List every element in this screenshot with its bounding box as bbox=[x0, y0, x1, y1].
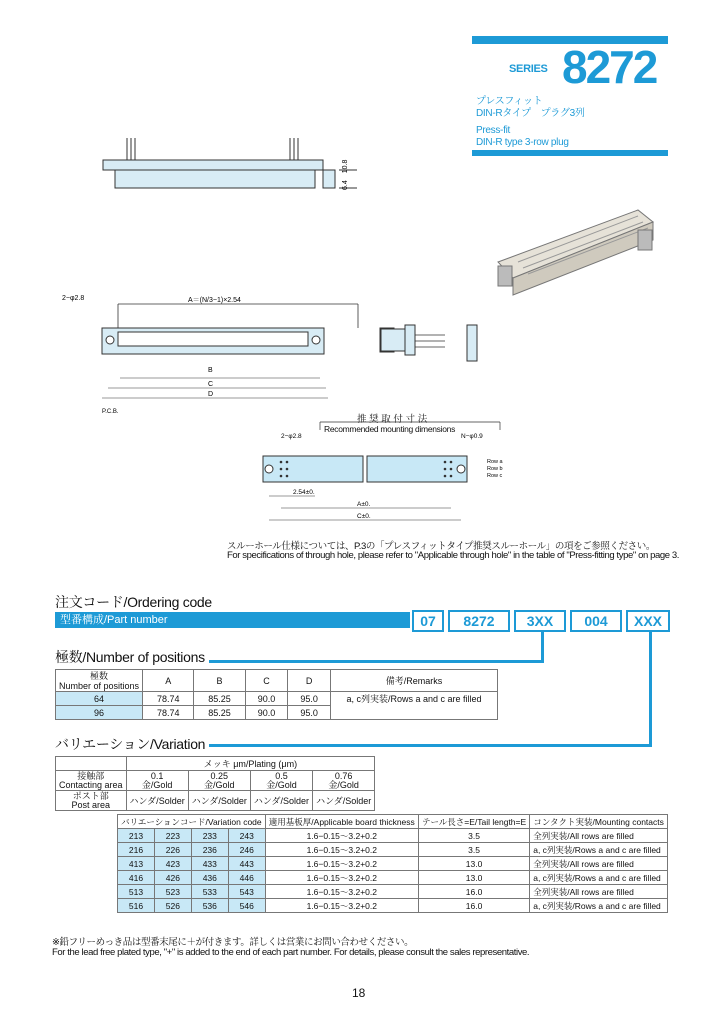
board-thickness: 1.6−0.15〜3.2+0.2 bbox=[265, 829, 418, 843]
mount-contacts: 全列実装/All rows are filled bbox=[530, 829, 668, 843]
plating-gold: 金/Gold bbox=[328, 779, 359, 790]
note-jp: スルーホール仕様については、P.3の「プレスフィットタイプ推奨スルーホール」の項をご参照ください。 bbox=[227, 541, 655, 552]
tail-header: テール長さ=E/Tail length=E bbox=[418, 815, 529, 829]
subtitle-en-1: Press-fit bbox=[476, 125, 510, 136]
svg-text:C: C bbox=[208, 381, 214, 388]
post-en: Post area bbox=[71, 799, 111, 810]
variation-code: 543 bbox=[228, 885, 265, 899]
series-number: 8272 bbox=[562, 41, 657, 93]
row-label-c: Row c bbox=[487, 473, 503, 479]
board-header: 適用基板厚/Applicable board thickness bbox=[265, 815, 418, 829]
positions-title: 極数/Number of positions bbox=[55, 647, 209, 667]
plating-col-4 bbox=[313, 771, 375, 791]
col-a: A bbox=[143, 670, 194, 692]
page-number: 18 bbox=[352, 986, 366, 1000]
contact-en: Contacting area bbox=[59, 779, 123, 790]
mount-contacts: 全列実装/All rows are filled bbox=[530, 885, 668, 899]
variation-code: 433 bbox=[191, 857, 228, 871]
col-b: B bbox=[194, 670, 245, 692]
variation-code: 533 bbox=[191, 885, 228, 899]
positions-n: 64 bbox=[56, 692, 143, 706]
board-thickness: 1.6−0.15〜3.2+0.2 bbox=[265, 899, 418, 913]
positions-b: 85.25 bbox=[194, 692, 245, 706]
variation-row bbox=[118, 857, 668, 871]
variation-code: 546 bbox=[228, 899, 265, 913]
positions-n: 96 bbox=[56, 706, 143, 720]
variation-table bbox=[117, 814, 668, 913]
variation-code: 223 bbox=[154, 829, 191, 843]
variation-code: 426 bbox=[154, 871, 191, 885]
variation-code: 213 bbox=[118, 829, 155, 843]
variation-code: 513 bbox=[118, 885, 155, 899]
plating-col-3 bbox=[250, 771, 312, 791]
hole-label: 2−φ2.8 bbox=[62, 295, 85, 302]
plating-gold: 金/Gold bbox=[141, 779, 173, 790]
mount-contacts: 全列実装/All rows are filled bbox=[530, 857, 668, 871]
board-thickness: 1.6−0.15〜3.2+0.2 bbox=[265, 871, 418, 885]
tail-length: 3.5 bbox=[418, 829, 529, 843]
product-photo bbox=[488, 200, 658, 315]
pcb-label: P.C.B. bbox=[102, 409, 119, 415]
plating-value: 0.1 bbox=[150, 770, 164, 781]
pn-segment-4: 004 bbox=[570, 610, 622, 632]
post-solder: ハンダ/Solder bbox=[126, 791, 188, 811]
row-label-b: Row b bbox=[487, 466, 503, 472]
connector-variation-v bbox=[649, 630, 652, 744]
contact-jp: 接触部 bbox=[77, 770, 105, 781]
svg-text:D: D bbox=[208, 391, 214, 398]
svg-text:B: B bbox=[208, 367, 213, 374]
contact-area-cell bbox=[56, 771, 127, 791]
tail-length: 16.0 bbox=[418, 885, 529, 899]
side-view-drawing bbox=[95, 130, 365, 210]
note-en: For specifications of through hole, please refer to "Applicable through hole" in the table of "Press-fitting type" on page 3. bbox=[227, 550, 679, 561]
mounting-hole-label: 2−φ2.8 bbox=[281, 433, 302, 440]
mounting-title-en: Recommended mounting dimensions bbox=[324, 424, 456, 434]
variation-code: 216 bbox=[118, 843, 155, 857]
tail-length: 16.0 bbox=[418, 899, 529, 913]
plating-col-1 bbox=[126, 771, 188, 791]
pn-segment-5: XXX bbox=[626, 610, 670, 632]
mounting-title-jp: 推 奨 取 付 寸 法 bbox=[357, 414, 428, 425]
variation-title: バリエーション/Variation bbox=[55, 734, 209, 754]
plating-gold: 金/Gold bbox=[266, 779, 297, 790]
positions-row-64 bbox=[56, 692, 498, 706]
variation-code-header: バリエーションコード/Variation code bbox=[118, 815, 266, 829]
subtitle-en-2: DIN-R type 3-row plug bbox=[476, 137, 569, 148]
series-label: SERIES bbox=[509, 63, 548, 75]
post-area-cell bbox=[56, 791, 127, 811]
mounting-drawing bbox=[225, 420, 535, 530]
variation-row bbox=[118, 885, 668, 899]
board-thickness: 1.6−0.15〜3.2+0.2 bbox=[265, 843, 418, 857]
side-dim: 6.4 10.8 bbox=[342, 159, 349, 190]
footnote-en: For the lead free plated type, "+" is added to the end of each part number. For details, please consult the sales representative. bbox=[52, 947, 530, 958]
ordering-title: 注文コード/Ordering code bbox=[55, 594, 212, 610]
plating-value: 0.5 bbox=[275, 770, 288, 781]
post-solder: ハンダ/Solder bbox=[250, 791, 312, 811]
plating-table bbox=[55, 756, 375, 811]
section-view-drawing bbox=[375, 315, 485, 385]
col-c: C bbox=[245, 670, 288, 692]
positions-header-en: Number of positions bbox=[59, 680, 140, 691]
positions-c: 90.0 bbox=[245, 692, 288, 706]
variation-row bbox=[118, 899, 668, 913]
positions-remark: a, c列実装/Rows a and c are filled bbox=[331, 692, 498, 720]
post-solder: ハンダ/Solder bbox=[313, 791, 375, 811]
variation-code: 413 bbox=[118, 857, 155, 871]
variation-code: 443 bbox=[228, 857, 265, 871]
pn-segment-1: 07 bbox=[412, 610, 444, 632]
row-label-a: Row a bbox=[487, 459, 503, 465]
variation-row bbox=[118, 843, 668, 857]
tail-length: 13.0 bbox=[418, 857, 529, 871]
variation-code: 226 bbox=[154, 843, 191, 857]
variation-code: 536 bbox=[191, 899, 228, 913]
variation-code: 236 bbox=[191, 843, 228, 857]
positions-a: 78.74 bbox=[143, 692, 194, 706]
positions-header-jp: 極数 bbox=[90, 670, 109, 681]
variation-code: 436 bbox=[191, 871, 228, 885]
pn-segment-2: 8272 bbox=[448, 610, 510, 632]
post-jp: ポスト部 bbox=[72, 790, 109, 801]
positions-a: 78.74 bbox=[143, 706, 194, 720]
subtitle-jp-2: DIN-Rタイプ プラグ3列 bbox=[476, 108, 585, 119]
variation-code: 423 bbox=[154, 857, 191, 871]
mount-contacts: a, c列実装/Rows a and c are filled bbox=[530, 871, 668, 885]
footnote-jp: ※鉛フリーめっき品は型番末尾に＋が付きます。詳しくは営業にお問い合わせください。 bbox=[52, 937, 414, 948]
tail-length: 3.5 bbox=[418, 843, 529, 857]
variation-code: 516 bbox=[118, 899, 155, 913]
front-view-drawing bbox=[58, 288, 398, 418]
plating-value: 0.25 bbox=[210, 770, 229, 781]
label-254: 2.54±0. bbox=[293, 489, 315, 496]
tail-length: 13.0 bbox=[418, 871, 529, 885]
plating-header: メッキ μm/Plating (μm) bbox=[126, 757, 375, 771]
mount-contacts: a, c列実装/Rows a and c are filled bbox=[530, 843, 668, 857]
variation-code: 446 bbox=[228, 871, 265, 885]
plating-value: 0.76 bbox=[334, 770, 353, 781]
post-solder: ハンダ/Solder bbox=[188, 791, 250, 811]
board-thickness: 1.6−0.15〜3.2+0.2 bbox=[265, 885, 418, 899]
mount-contacts: a, c列実装/Rows a and c are filled bbox=[530, 899, 668, 913]
pn-segment-3: 3XX bbox=[514, 610, 566, 632]
positions-d: 95.0 bbox=[288, 706, 331, 720]
mount-header: コンタクト実装/Mounting contacts bbox=[530, 815, 668, 829]
variation-code: 416 bbox=[118, 871, 155, 885]
mounting-n-label: N−φ0.9 bbox=[461, 433, 483, 440]
label-a: A±0. bbox=[357, 501, 371, 508]
board-thickness: 1.6−0.15〜3.2+0.2 bbox=[265, 857, 418, 871]
variation-row bbox=[118, 829, 668, 843]
variation-code: 526 bbox=[154, 899, 191, 913]
col-d: D bbox=[288, 670, 331, 692]
label-c: C±0. bbox=[357, 513, 371, 520]
variation-row bbox=[118, 871, 668, 885]
variation-code: 243 bbox=[228, 829, 265, 843]
part-number-bar: 型番構成/Part number bbox=[55, 612, 410, 628]
plating-col-2 bbox=[188, 771, 250, 791]
subtitle-jp-1: プレスフィット bbox=[476, 96, 543, 107]
positions-table bbox=[55, 669, 498, 720]
positions-header-cell bbox=[56, 670, 143, 692]
connector-positions-v bbox=[541, 630, 544, 660]
positions-c: 90.0 bbox=[245, 706, 288, 720]
series-bottom-bar bbox=[472, 150, 668, 156]
variation-code: 246 bbox=[228, 843, 265, 857]
variation-code: 233 bbox=[191, 829, 228, 843]
positions-d: 95.0 bbox=[288, 692, 331, 706]
positions-b: 85.25 bbox=[194, 706, 245, 720]
variation-code: 523 bbox=[154, 885, 191, 899]
remarks-header: 備考/Remarks bbox=[331, 670, 498, 692]
dim-a-formula: A＝(N/3−1)×2.54 bbox=[188, 297, 241, 304]
plating-gold: 金/Gold bbox=[204, 779, 235, 790]
